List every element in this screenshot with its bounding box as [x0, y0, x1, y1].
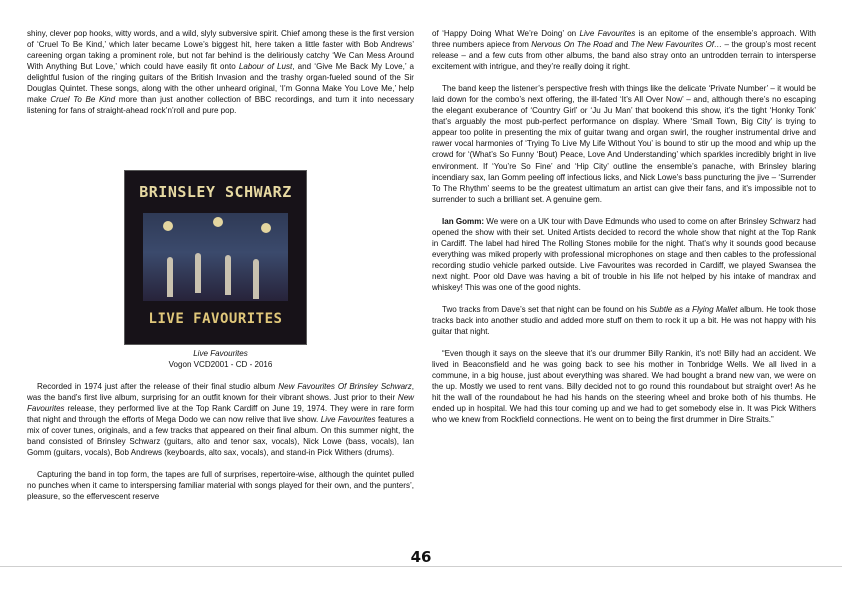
- text-run: shiny, clever pop hooks, witty words, and a wild, slyly subversive spirit. Chief among these is the first version of ‘Cruel To Be Kind,’ which later became Lowe’s biggest hit, here taken a little faster with Bob Andrews’ careening organ taking a prominent role, but not far behind is the deliriously catchy ‘We Can Mess Around With Anything But Love,’ which could have easily fit onto: [27, 29, 414, 72]
- left-column-top: [27, 28, 414, 127]
- album-cover-stage-photo: [143, 213, 288, 301]
- text-run: We were on a UK tour with Dave Edmunds who used to come on after Brinsley Schwarz had opened the show with their set. United Artists decided to record the whole show that night at the Top Rank in Cardiff. The label had hired The Rolling Stones mobile for the night. That’s why it sounds good because everything was miked properly with professional microphones on stage and then cables to the professional recording studio vehicle parked outside. Live Favourites was recorded in Cardiff, we played Swansea the next night. Poor old Dave was having a bit of trouble in his life not helped by his intake of mandrax and whiskey! This was one of the good nights.: [432, 216, 816, 292]
- text-run: more than just another collection of BBC recordings, and turn it into necessary listening for fans of straight-ahead rock’n’roll and pure pop.: [27, 95, 414, 116]
- page-number: 46: [410, 548, 432, 566]
- text-run: features a mix of cover tunes, originals, and a few tracks that appeared on their final album. On this summer night, the band consisted of Brinsley Schwarz (guitars, alto and tenor sax, vocals), Nick Lowe (bass, vocals), Ian Gomm (guitars, vocals), Bob Andrews (keyboards, alto sax, vocals), and stand-in Pick Withers (drums).: [27, 415, 414, 458]
- stage-light-icon: [261, 223, 271, 233]
- text-run: , and ‘Give Me Back My Love,’ a delightful fusion of the ringing guitars of the British Invasion and the trashy organ-fueled sound of the Sir Douglas Quintet. These songs, along with the other unheard original, ‘I’m Gonna Make You Love Me,’ help make: [27, 62, 415, 105]
- interview-paragraph: [432, 216, 816, 293]
- text-run: is an epitome of the ensemble’s approach. With three numbers apiece from: [432, 29, 816, 50]
- album-title-italic: Live Favourites: [320, 415, 376, 425]
- text-run: – the group’s most recent release – and a few cuts from other albums, the band also stray onto an untrodden terrain to intersperse excitement with intrigue, and they’re really doing it right.: [432, 40, 817, 72]
- left-column-bottom: [27, 381, 414, 513]
- review-paragraph: The band keep the listener’s perspective fresh with things like the delicate ‘Private Number’ – it would be laid down for the combo’s next offering, the ill-fated ‘It’s All Over Now’ – and, although there’s no escaping the elegant exuberance of ‘Country Girl’ or ‘Ju Ju Man’ that bookend this show, it’s the tight ‘Honky Tonk’ that’s arguably the most pub-perfect performance on display. Where ‘Small Town, Big City’ is trying to appear too polite in presenting the mix of guitar twang and organ swirl, the rougher instrumental drive and rawer vocal harmonies of ‘Trying To Live My Life Without You’ is bound to stir up the mood and whip up the crowd for ‘(What’s So Funny ‘Bout) Peace, Love And Understanding’ which sparkles incredibly bright in live environment. If ‘You’re So Fine’ and ‘Hip City’ outline the ensemble’s panache, with Brinsley blaring incendiary sax, Ian Gomm peeling off infectious licks, and Nick Lowe’s bass puncturing the jive – ‘Surrender To The Rhythm’ seems to be the greatest ultimatum an artist can give their fans, and it’s impossible not to surrender to such a brilliant set. A genuine gem.: [432, 84, 816, 204]
- musician-silhouette: [195, 253, 201, 293]
- album-cover-title: LIVE FAVOURITES: [148, 311, 283, 327]
- review-paragraph: [27, 381, 414, 458]
- cover-caption-catalog: Vogon VCD2001 - CD - 2016: [168, 360, 273, 369]
- review-paragraph: [432, 28, 816, 72]
- text-run: Recorded in 1974 just after the release of their final studio album: [37, 382, 279, 391]
- album-title-italic: New Favourites Of Brinsley Schwarz: [278, 382, 412, 391]
- album-title-italic: Cruel To Be Kind: [50, 95, 116, 105]
- text-run: album. He took those tracks back into another studio and added more stuff on them to rock it up a bit. He was not happy with his guitar that night.: [432, 305, 817, 337]
- album-cover-image: [124, 170, 307, 345]
- album-title-italic: Nervous On The Road: [531, 40, 613, 50]
- interview-quote-paragraph: “Even though it says on the sleeve that it’s our drummer Billy Rankin, it’s not! Billy had an accident. We lived in Beaconsfield and he was going back to see his mother in Tonbridge Wells. We all lived in a commune, in a big house, just about everything was shared. We had bought a brand new van, we were on the up. Mostly we used to rent vans. Billy decided not to go round this roundabout but straight over! As he hit the wall of the roundabout he had his hands on the steering wheel and broke both of his thumbs. He ended up in hospital. We had this tour coming up and we had to get somebody else in. It was Pick Withers who we knew from Rockfield connections. He went on to being the first drummer in Dire Straits.”: [432, 349, 816, 425]
- album-title-italic: Labour of Lust: [238, 62, 293, 72]
- text-run: of ‘Happy Doing What We’re Doing’ on: [432, 29, 580, 38]
- text-run: , was the band’s first live album, surprising for an outfit known for their vibrant shows. Just prior to their: [27, 382, 414, 403]
- musician-silhouette: [225, 255, 231, 295]
- text-run: Two tracks from Dave’s set that night can be found on his: [442, 305, 650, 315]
- musician-silhouette: [167, 257, 173, 297]
- album-title-italic: Subtle as a Flying Mallet: [649, 305, 738, 315]
- stage-light-icon: [163, 221, 173, 231]
- cover-caption-title: Live Favourites: [193, 349, 248, 358]
- speaker-name: Ian Gomm:: [442, 216, 485, 226]
- review-paragraph: [432, 304, 816, 337]
- musician-silhouette: [253, 259, 259, 299]
- album-title-italic: The New Favourites Of…: [630, 40, 723, 50]
- text-run: and: [612, 40, 631, 50]
- review-paragraph: [27, 28, 414, 116]
- album-cover-artist: BRINSLEY SCHWARZ: [139, 183, 292, 201]
- right-column: [432, 28, 816, 437]
- text-run: release, they performed live at the Top Rank Cardiff on June 19, 1974. They were in rare form that night and through the efforts of Mega Dodo we can now relive that live show.: [27, 404, 414, 425]
- review-paragraph: Capturing the band in top form, the tapes are full of surprises, repertoire-wise, although the quintet pulled no punches when it came to interspersing familiar material with songs played for their own, and the punters’, pleasure, so the effervescent reserve: [27, 470, 414, 502]
- album-title-italic: Live Favourites: [579, 29, 636, 38]
- stage-light-icon: [213, 217, 223, 227]
- album-title-italic: New Favourites: [27, 393, 414, 414]
- footer-divider: [0, 566, 842, 567]
